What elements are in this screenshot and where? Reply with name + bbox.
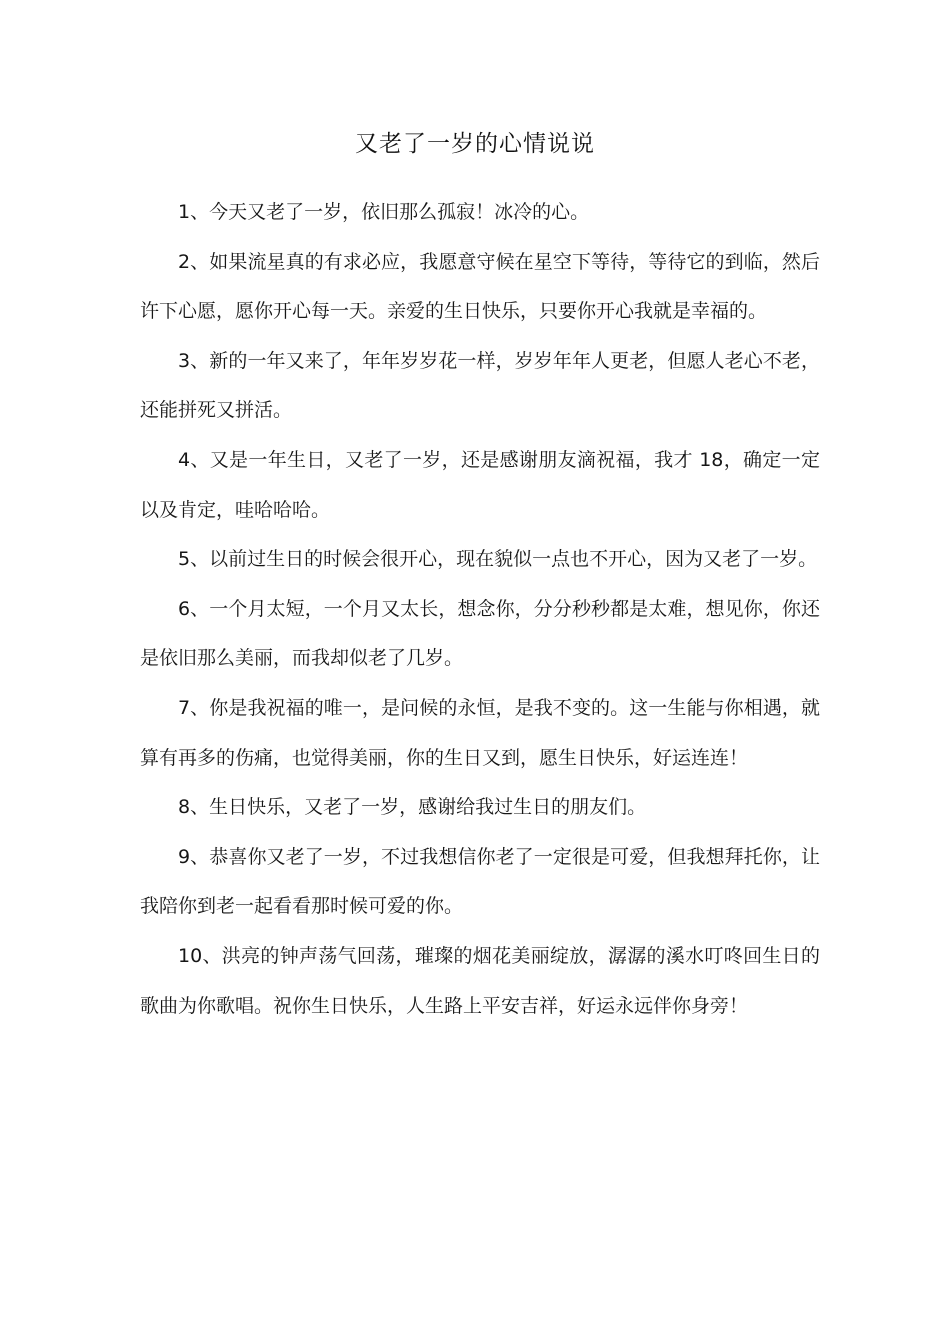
paragraph-7: 7、你是我祝福的唯一，是问候的永恒，是我不变的。这一生能与你相遇，就算有再多的伤痛，也觉得美丽，你的生日又到，愿生日快乐，好运连连！ xyxy=(140,696,820,769)
paragraph-6: 6、一个月太短，一个月又太长，想念你，分分秒秒都是太难，想见你，你还是依旧那么美丽，而我却似老了几岁。 xyxy=(140,597,820,670)
paragraph-9: 9、恭喜你又老了一岁，不过我想信你老了一定很是可爱，但我想拜托你，让我陪你到老一起看看那时候可爱的你。 xyxy=(140,845,820,918)
paragraph-2: 2、如果流星真的有求必应，我愿意守候在星空下等待，等待它的到临，然后许下心愿，愿你开心每一天。亲爱的生日快乐，只要你开心我就是幸福的。 xyxy=(140,250,820,323)
document-title: 又老了一岁的心情说说 xyxy=(355,131,595,157)
paragraph-4: 4、又是一年生日，又老了一岁，还是感谢朋友滴祝福，我才 18，确定一定以及肯定，哇哈哈哈。 xyxy=(140,448,820,521)
paragraph-10: 10、洪亮的钟声荡气回荡，璀璨的烟花美丽绽放，潺潺的溪水叮咚回生日的歌曲为你歌唱。祝你生日快乐，人生路上平安吉祥，好运永远伴你身旁！ xyxy=(140,944,820,1017)
paragraph-8: 8、生日快乐，又老了一岁，感谢给我过生日的朋友们。 xyxy=(178,796,647,819)
paragraph-3: 3、新的一年又来了，年年岁岁花一样，岁岁年年人更老，但愿人老心不老，还能拼死又拼活。 xyxy=(140,349,820,422)
document-body xyxy=(140,188,820,1031)
paragraph-1: 1、今天又老了一岁，依旧那么孤寂！冰冷的心。 xyxy=(178,201,590,223)
paragraph-5: 5、以前过生日的时候会很开心，现在貌似一点也不开心，因为又老了一岁。 xyxy=(178,548,818,571)
